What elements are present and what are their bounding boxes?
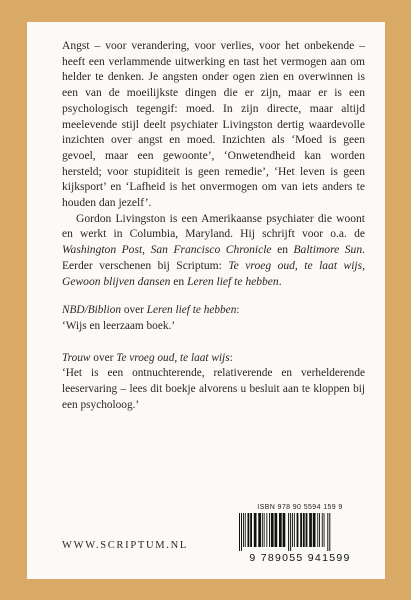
publication-name: San Francisco Chronicle — [150, 244, 272, 257]
barcode-bar — [241, 513, 242, 551]
barcode-bar — [258, 513, 261, 547]
barcode-bar — [313, 513, 316, 547]
book-title: Gewoon blijven dansen — [62, 275, 171, 288]
barcode-bar — [297, 513, 299, 547]
barcode-bar — [309, 513, 312, 547]
review-book-title: Te vroeg oud, te laat wijs — [116, 351, 230, 364]
barcode-bar — [269, 513, 270, 547]
publisher-website[interactable]: WWW.SCRIPTUM.NL — [62, 540, 189, 551]
barcode-bar — [294, 513, 295, 547]
barcode-bar — [324, 513, 325, 547]
barcode-bar — [250, 513, 252, 547]
review-text: ‘Wijs en leerzaam boek.’ — [62, 319, 176, 332]
barcode-bar — [327, 513, 328, 551]
footer — [62, 506, 365, 566]
barcode-bar — [239, 513, 240, 551]
book-title: Leren lief te hebben — [187, 275, 279, 288]
review-book-title: Leren lief te hebben — [146, 304, 237, 317]
barcode-bar — [283, 513, 286, 547]
barcode-bar — [275, 513, 278, 547]
publication-name: Baltimore Sun — [293, 244, 363, 257]
barcode-bar — [264, 513, 265, 547]
barcode-bar — [319, 513, 320, 547]
barcode-bar — [245, 513, 246, 547]
author-bio: Gordon Livingston is een Amerikaanse psychiater die woont en werkt in Columbia, Maryland. Hij schrijft voor o.a. de Washington Post, San Francisco Chronicle en Baltimore Sun. Eerder verschenen bij Scriptum: Te vroeg oud, te laat wijs, Gewoon blijven dansen en Leren lief te hebben. — [62, 212, 365, 288]
blurb-paragraph-1: Angst – voor verandering, voor verlies, voor het onbekende – heeft een verlammende uitwerking en tast het vermogen aan om helder te denken. Je angsten onder ogen zien en overwinnen is een van de moeilijkste dingen die er zijn, maar er is een psychologisch tegengif: moed. In zijn directe, maar altijd meelevende stijl deelt psychiater Livingston dertig waardevolle inzichten over angst en moed. Inzichten als ‘Moed is geen gevoel, maar een gewoonte’, ‘Onwetendheid kan worden hersteld; voor stupiditeit is geen remedie’, ‘Het leven is geen kijksport’ en ‘Lafheid is het onvermogen om van iets anders te houden dan jezelf’. — [62, 40, 365, 210]
back-cover-panel — [27, 22, 385, 579]
barcode-block — [235, 504, 365, 566]
barcode-bar — [254, 513, 257, 547]
barcode-bar — [248, 513, 250, 547]
barcode-icon — [235, 513, 365, 551]
barcode-bar — [306, 513, 308, 547]
barcode-bar — [290, 513, 291, 551]
barcode-bar — [243, 513, 244, 547]
blurb — [62, 39, 365, 290]
ean-number: 9 789055 941599 — [249, 552, 351, 564]
barcode-bar — [329, 513, 330, 551]
barcode-bar — [322, 513, 323, 547]
barcode-bar — [292, 513, 293, 547]
barcode-bar — [262, 513, 263, 547]
barcode-bar — [303, 513, 305, 547]
review-text: ‘Het is een ontnuchterende, relativerende en verhelderende leeservaring – lees dit boekje alvorens u besluit aan te kloppen bij een psycholoog.’ — [62, 367, 365, 411]
review-source: Trouw — [62, 351, 91, 364]
review-quote-1: NBD/Biblion over Leren lief te hebben: ‘Wijs en leerzaam boek.’ — [62, 303, 365, 334]
barcode-bar — [317, 513, 318, 547]
book-title: Te vroeg oud, te laat wijs — [228, 259, 363, 272]
review-source: NBD/Biblion — [62, 304, 121, 317]
barcode-bar — [271, 513, 274, 547]
barcode-bar — [288, 513, 289, 551]
publication-name: Washington Post — [62, 244, 143, 257]
barcode-bar — [279, 513, 282, 547]
barcode-bar — [266, 513, 267, 547]
review-quote-2: Trouw over Te vroeg oud, te laat wijs: ‘Het is een ontnuchterende, relativerende en verhelderende leeservaring – lees dit boekje alvorens u besluit aan te kloppen bij een psycholoog.’ — [62, 351, 365, 414]
isbn-number: ISBN 978 90 5594 159 9 — [257, 504, 343, 511]
barcode-bar — [300, 513, 302, 547]
